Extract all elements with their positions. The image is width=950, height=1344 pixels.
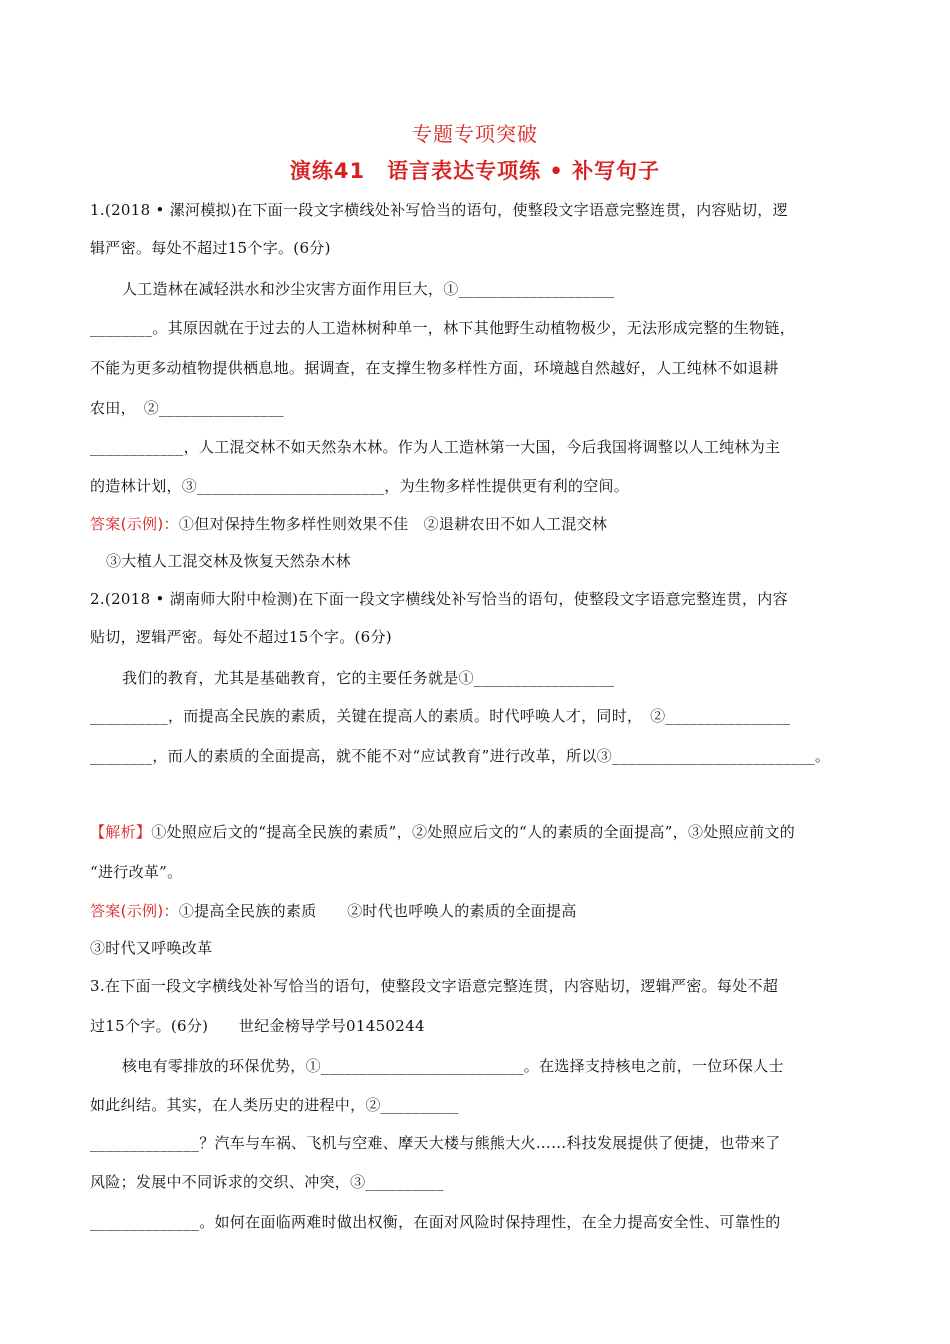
q1-answer-text1: ①但对保持生物多样性则效果不佳 ②退耕农田不如人工混交林 [178,515,608,533]
q1-passage-line3: 不能为更多动植物提供栖息地。据调查，在支撑生物多样性方面，环境越自然越好，人工纯林不如退耕 [90,359,779,377]
page-subtitle: 演练41 语言表达专项练 • 补写句子 [289,159,661,183]
q1-passage-line5: ____________，人工混交林不如天然杂木林。作为人工造林第一大国，今后我国将调整以人工纯林为主 [90,438,781,456]
q2-answer-text1: ①提高全民族的素质 ②时代也呼唤人的素质的全面提高 [178,902,577,920]
q3-passage-line4: 风险；发展中不同诉求的交织、冲突，③__________ [90,1173,444,1191]
q2-passage-line2: __________，而提高全民族的素质，关键在提高人的素质。时代呼唤人才，同时， ②________________ [90,707,791,725]
q2-analysis-text1: ①处照应后文的“提高全民族的素质”，②处照应后文的“人的素质的全面提高”，③处照应前文的 [151,823,796,841]
q1-passage-line4: 农田， ②________________ [90,399,284,417]
q2-analysis-line1 [90,822,795,842]
q2-passage-line1: 我们的教育，尤其是基础教育，它的主要任务就是①__________________ [122,669,615,687]
q3-passage-line3: ______________？汽车与车祸、飞机与空难、摩天大楼与熊熊大火……科技发展提供了便捷，也带来了 [90,1134,781,1152]
q3-passage-line1: 核电有零排放的环保优势，①__________________________。在选择支持核电之前，一位环保人士 [122,1057,784,1075]
q2-analysis-line2: “进行改革”。 [90,863,183,881]
q1-answer-line2: ③大植人工混交林及恢复天然杂木林 [106,552,351,570]
q3-passage-line5: ______________。如何在面临两难时做出权衡，在面对风险时保持理性，在全力提高安全性、可靠性的 [90,1213,781,1231]
q3-passage-line2: 如此纠结。其实，在人类历史的进程中，②__________ [90,1096,459,1114]
q1-passage-line2: ________。其原因就在于过去的人工造林树种单一，林下其他野生动植物极少，无法形成完整的生物链， [90,319,796,337]
q1-passage-line6: 的造林计划，③________________________，为生物多样性提供更有利的空间。 [90,477,630,495]
q1-passage-line1: 人工造林在减轻洪水和沙尘灾害方面作用巨大，①____________________ [122,280,615,298]
q2-answer-label: 答案(示例)： [90,902,179,920]
q2-answer-line1 [90,901,577,921]
q3-stem-line2: 过15个字。(6分) 世纪金榜导学号01450244 [90,1017,425,1035]
q2-analysis-label: 【解析】 [90,823,152,841]
q1-answer-line1 [90,514,607,534]
q1-stem-line1: 1.(2018 • 漯河模拟)在下面一段文字横线处补写恰当的语句，使整段文字语意完整连贯，内容贴切，逻 [90,201,788,219]
q2-passage-line3: ________，而人的素质的全面提高，就不能不对“应试教育”进行改革，所以③__________________________。 [90,747,831,765]
q2-stem-line2: 贴切，逻辑严密。每处不超过15个字。(6分) [90,628,392,646]
q2-answer-line2: ③时代又呼唤改革 [90,939,213,957]
q3-stem-line1: 3.在下面一段文字横线处补写恰当的语句，使整段文字语意完整连贯，内容贴切，逻辑严密。每处不超 [90,977,779,995]
q1-stem-line2: 辑严密。每处不超过15个字。(6分) [90,239,331,257]
page-title: 专题专项突破 [412,122,538,146]
q1-answer-label: 答案(示例)： [90,515,179,533]
q2-stem-line1: 2.(2018 • 湖南师大附中检测)在下面一段文字横线处补写恰当的语句，使整段文字语意完整连贯，内容 [90,590,788,608]
